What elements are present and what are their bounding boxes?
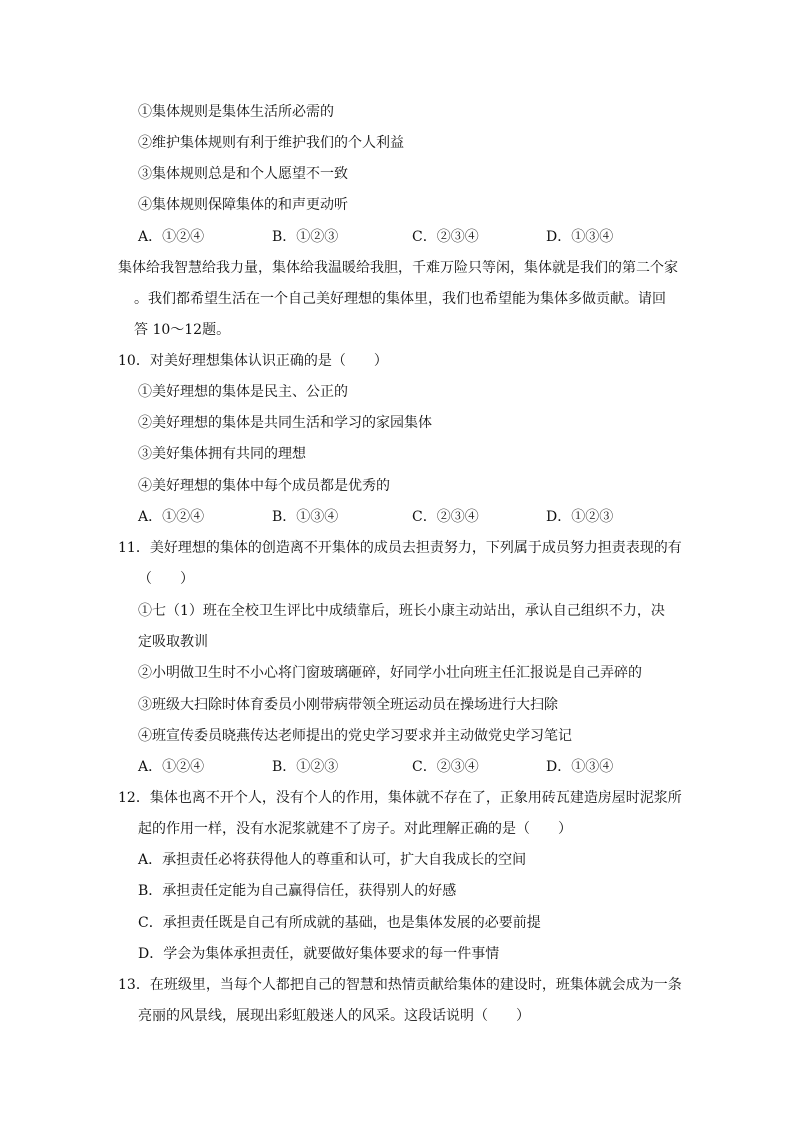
q13-stem-line-1: 13．在班级里，当每个人都把自己的智慧和热情贡献给集体的建设时，班集体就会成为一条 [118, 977, 682, 993]
q12-option-b: B．承担责任定能为自己赢得信任，获得别人的好感 [138, 883, 457, 899]
block1-option-c: C．②③④ [412, 229, 479, 245]
q12-option-a: A．承担责任必将获得他人的尊重和认可，扩大自我成长的空间 [138, 852, 527, 868]
passage-line-2: 。我们都希望生活在一个自己美好理想的集体里，我们也希望能为集体多做贡献。请回 [134, 291, 666, 307]
q12-option-d: D．学会为集体承担责任，就要做好集体要求的每一件事情 [138, 946, 500, 962]
q11-option-a: A．①②④ [138, 759, 205, 775]
q11-item-4: ④班宣传委员晓燕传达老师提出的党史学习要求并主动做党史学习笔记 [138, 728, 572, 744]
q11-stem-line-1: 11．美好理想的集体的创造离不开集体的成员去担责努力，下列属于成员努力担责表现的有 [118, 540, 682, 556]
q11-stem-line-2: （ ） [138, 571, 194, 587]
q10-option-c: C．②③④ [412, 509, 479, 525]
block1-item-4: ④集体规则保障集体的和声更动听 [138, 197, 348, 213]
q10-item-2: ②美好理想的集体是共同生活和学习的家园集体 [138, 415, 432, 431]
passage-line-3: 答 10～12题。 [134, 322, 231, 338]
q11-item-1-line-1: ①七（1）班在全校卫生评比中成绩靠后，班长小康主动站出，承认自己组织不力，决 [138, 603, 665, 619]
q12-stem-line-1: 12．集体也离不开个人，没有个人的作用，集体就不存在了，正象用砖瓦建造房屋时泥浆所 [118, 790, 682, 806]
block1-option-a: A．①②④ [138, 229, 205, 245]
q10-item-3: ③美好集体拥有共同的理想 [138, 446, 306, 462]
q12-stem-line-2: 起的作用一样，没有水泥浆就建不了房子。对此理解正确的是（ ） [138, 821, 572, 837]
q10-option-b: B．①③④ [272, 509, 339, 525]
block1-item-3: ③集体规则总是和个人愿望不一致 [138, 166, 348, 182]
q10-option-d: D．①②③ [546, 509, 614, 525]
block1-option-d: D．①③④ [546, 229, 614, 245]
q11-option-b: B．①②③ [272, 759, 339, 775]
q10-stem: 10．对美好理想集体认识正确的是（ ） [118, 353, 388, 369]
q11-option-d: D．①③④ [546, 759, 614, 775]
q10-item-1: ①美好理想的集体是民主、公正的 [138, 384, 348, 400]
passage-line-1: 集体给我智慧给我力量，集体给我温暖给我胆，千难万险只等闲，集体就是我们的第二个家 [118, 260, 678, 276]
block1-item-2: ②维护集体规则有利于维护我们的个人利益 [138, 135, 404, 151]
q11-item-2: ②小明做卫生时不小心将门窗玻璃砸碎，好同学小壮向班主任汇报说是自己弄碎的 [138, 665, 642, 681]
block1-option-b: B．①②③ [272, 229, 339, 245]
q11-item-3: ③班级大扫除时体育委员小刚带病带领全班运动员在操场进行大扫除 [138, 697, 558, 713]
q13-stem-line-2: 亮丽的风景线，展现出彩虹般迷人的风采。这段话说明（ ） [138, 1008, 530, 1024]
q10-option-a: A．①②④ [138, 509, 205, 525]
q10-item-4: ④美好理想的集体中每个成员都是优秀的 [138, 478, 390, 494]
q11-option-c: C．②③④ [412, 759, 479, 775]
q12-option-c: C．承担责任既是自己有所成就的基础，也是集体发展的必要前提 [138, 915, 541, 931]
q11-item-1-line-2: 定吸取教训 [138, 634, 208, 650]
block1-item-1: ①集体规则是集体生活所必需的 [138, 104, 334, 120]
